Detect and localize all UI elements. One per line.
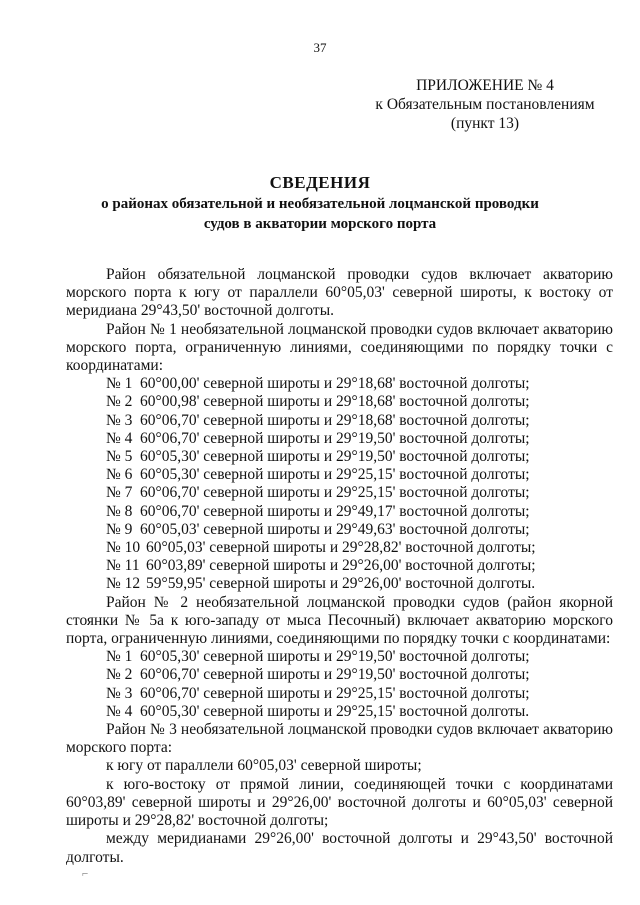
mandatory-pilotage-paragraph: Район обязательной лоцманской проводки судов включает акваторию морского порта к югу от параллели 60°05,03' северной широты, к востоку от меридиана 29°43,50' восточной долготы. (66, 266, 613, 320)
title-subtitle-line-2: судов в акватории морского порта (203, 216, 437, 232)
district-3-intro: Район № 3 необязательной лоцманской проводки судов включает акваторию морского порта: (66, 721, 613, 757)
coordinate-item: № 4 60°05,30' северной широты и 29°25,15' восточной долготы. (106, 702, 530, 720)
scan-mark: ⌐ (82, 868, 89, 880)
district-3-meridian-boundary: между меридианами 29°26,00' восточной долготы и 29°43,50' восточной долготы. (66, 830, 613, 866)
district-3-south-boundary: к югу от параллели 60°05,03' северной широты; (106, 757, 422, 775)
coordinate-item: № 2 60°00,98' северной широты и 29°18,68' восточной долготы; (106, 393, 530, 411)
coordinate-item: № 1 60°05,30' северной широты и 29°19,50' восточной долготы; (106, 648, 530, 666)
coordinate-item: № 12 59°59,95' северной широты и 29°26,00' восточной долготы. (106, 575, 536, 593)
coordinate-item: № 5 60°05,30' северной широты и 29°19,50' восточной долготы; (106, 448, 530, 466)
coordinate-item: № 6 60°05,30' северной широты и 29°25,15' восточной долготы; (106, 466, 530, 484)
annex-reference: к Обязательным постановлениям (375, 96, 595, 113)
district-1-coordinates (66, 375, 613, 593)
coordinate-item: № 1 60°00,00' северной широты и 29°18,68' восточной долготы; (106, 375, 530, 393)
title-main: СВЕДЕНИЯ (269, 173, 371, 192)
district-2-coordinates (66, 648, 613, 721)
district-2-intro: Район № 2 необязательной лоцманской проводки судов (район якорной стоянки № 5а к юго-западу от мыса Песочный) включает акваторию морского порта, ограниченную линиями, соединяющими по порядку точки с координатами: (66, 593, 613, 648)
coordinate-item: № 11 60°03,89' северной широты и 29°26,00' восточной долготы; (106, 557, 536, 575)
coordinate-item: № 7 60°06,70' северной широты и 29°25,15' восточной долготы; (106, 484, 530, 502)
title-subtitle-line-1: о районах обязательной и необязательной лоцманской проводки (101, 196, 539, 212)
district-3-southeast-boundary: к юго-востоку от прямой линии, соединяющей точки с координатами 60°03,89' северной широты и 29°26,00' восточной долготы и 60°05,03' северной широты и 29°28,82' восточной долготы; (66, 775, 613, 830)
coordinate-item: № 2 60°06,70' северной широты и 29°19,50' восточной долготы; (106, 666, 530, 684)
page-number: 37 (313, 40, 327, 55)
coordinate-item: № 10 60°05,03' северной широты и 29°28,82' восточной долготы; (106, 539, 536, 557)
annex-header (360, 76, 610, 133)
coordinate-item: № 3 60°06,70' северной широты и 29°25,15' восточной долготы; (106, 684, 530, 702)
document-title (0, 172, 640, 234)
coordinate-item: № 3 60°06,70' северной широты и 29°18,68' восточной долготы; (106, 411, 530, 429)
coordinate-item: № 9 60°05,03' северной широты и 29°49,63' восточной долготы; (106, 520, 530, 538)
coordinate-item: № 8 60°06,70' северной широты и 29°49,17' восточной долготы; (106, 502, 530, 520)
coordinate-item: № 4 60°06,70' северной широты и 29°19,50' восточной долготы; (106, 429, 530, 447)
document-body (66, 266, 613, 867)
annex-title: ПРИЛОЖЕНИЕ № 4 (416, 77, 554, 94)
district-1-intro: Район № 1 необязательной лоцманской проводки судов включает акваторию морского порта, ограниченную линиями, соединяющими по порядку точки с координатами: (66, 320, 613, 375)
annex-clause: (пункт 13) (450, 115, 520, 132)
